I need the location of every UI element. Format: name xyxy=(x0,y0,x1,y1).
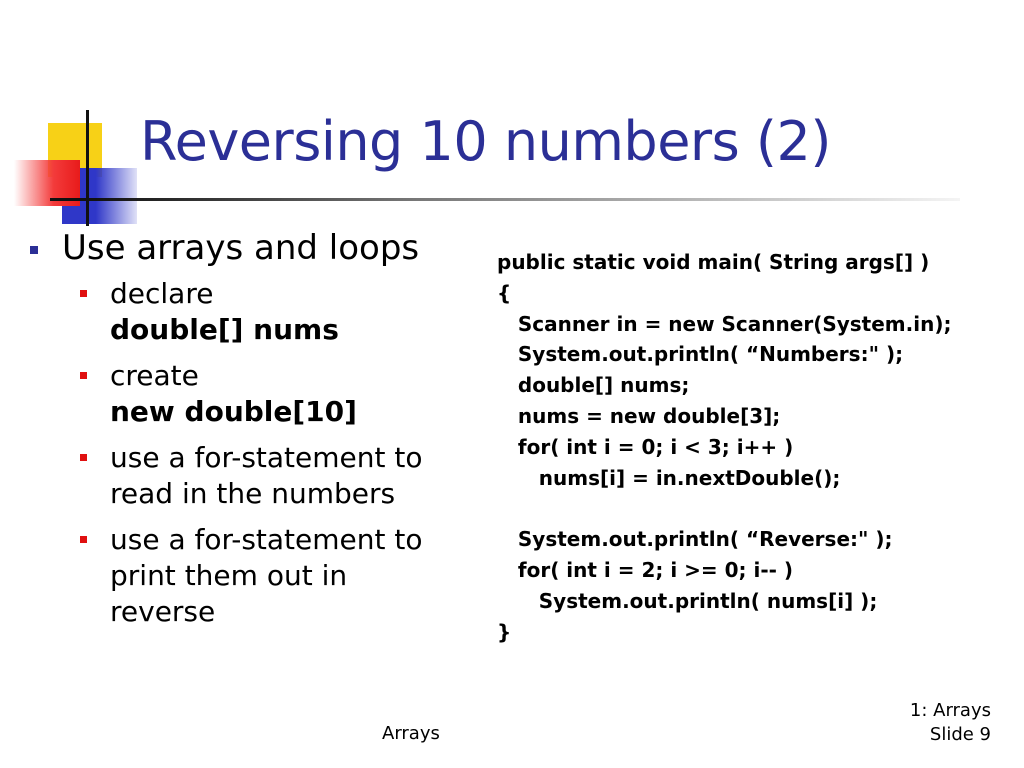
slide-number xyxy=(910,699,991,747)
square-bullet-icon xyxy=(80,454,87,461)
decor-vertical-line xyxy=(86,110,89,226)
code-line: public static void main( String args[] ) xyxy=(497,250,930,274)
square-bullet-icon xyxy=(30,246,38,254)
code-line: double[] nums; xyxy=(497,373,690,398)
sub-bullet-code: new double[10] xyxy=(110,395,357,428)
square-bullet-icon xyxy=(80,536,87,543)
sub-bullet-text: declare xyxy=(110,277,214,310)
code-line: } xyxy=(497,619,512,644)
square-bullet-icon xyxy=(80,290,87,297)
bullet-text: Use arrays and loops xyxy=(62,228,420,268)
bullet-list xyxy=(30,228,450,640)
code-line: nums[i] = in.nextDouble(); xyxy=(497,465,841,490)
footer-section: 1: Arrays xyxy=(909,700,991,721)
sub-bullet-code: double[] nums xyxy=(110,313,339,346)
code-block xyxy=(497,247,951,647)
sub-bullet-text: use a for-statement to read in the numbers xyxy=(110,441,423,510)
code-line: for( int i = 0; i < 3; i++ ) xyxy=(497,434,794,459)
code-line xyxy=(497,493,951,524)
code-line: System.out.println( “Reverse:" ); xyxy=(497,527,893,552)
code-line: for( int i = 2; i >= 0; i-- ) xyxy=(497,557,794,582)
title-underline xyxy=(50,198,960,201)
footer-title: Arrays xyxy=(382,723,440,744)
code-line: nums = new double[3]; xyxy=(497,403,781,428)
sub-bullet-item xyxy=(80,522,450,630)
sub-bullet-item xyxy=(80,358,450,430)
footer-slide-number: Slide 9 xyxy=(929,724,991,745)
code-line: { xyxy=(497,280,512,305)
sub-bullet-item xyxy=(80,276,450,348)
sub-bullet-text: use a for-statement to print them out in reverse xyxy=(110,523,423,628)
bullet-item xyxy=(30,228,450,268)
code-line: Scanner in = new Scanner(System.in); xyxy=(497,311,952,336)
sub-bullet-item xyxy=(80,440,450,512)
slide-title: Reversing 10 numbers (2) xyxy=(140,110,831,173)
sub-bullet-list xyxy=(80,276,450,630)
code-line: System.out.println( “Numbers:" ); xyxy=(497,342,904,367)
square-bullet-icon xyxy=(80,372,87,379)
code-line: System.out.println( nums[i] ); xyxy=(497,588,878,613)
sub-bullet-text: create xyxy=(110,359,199,392)
